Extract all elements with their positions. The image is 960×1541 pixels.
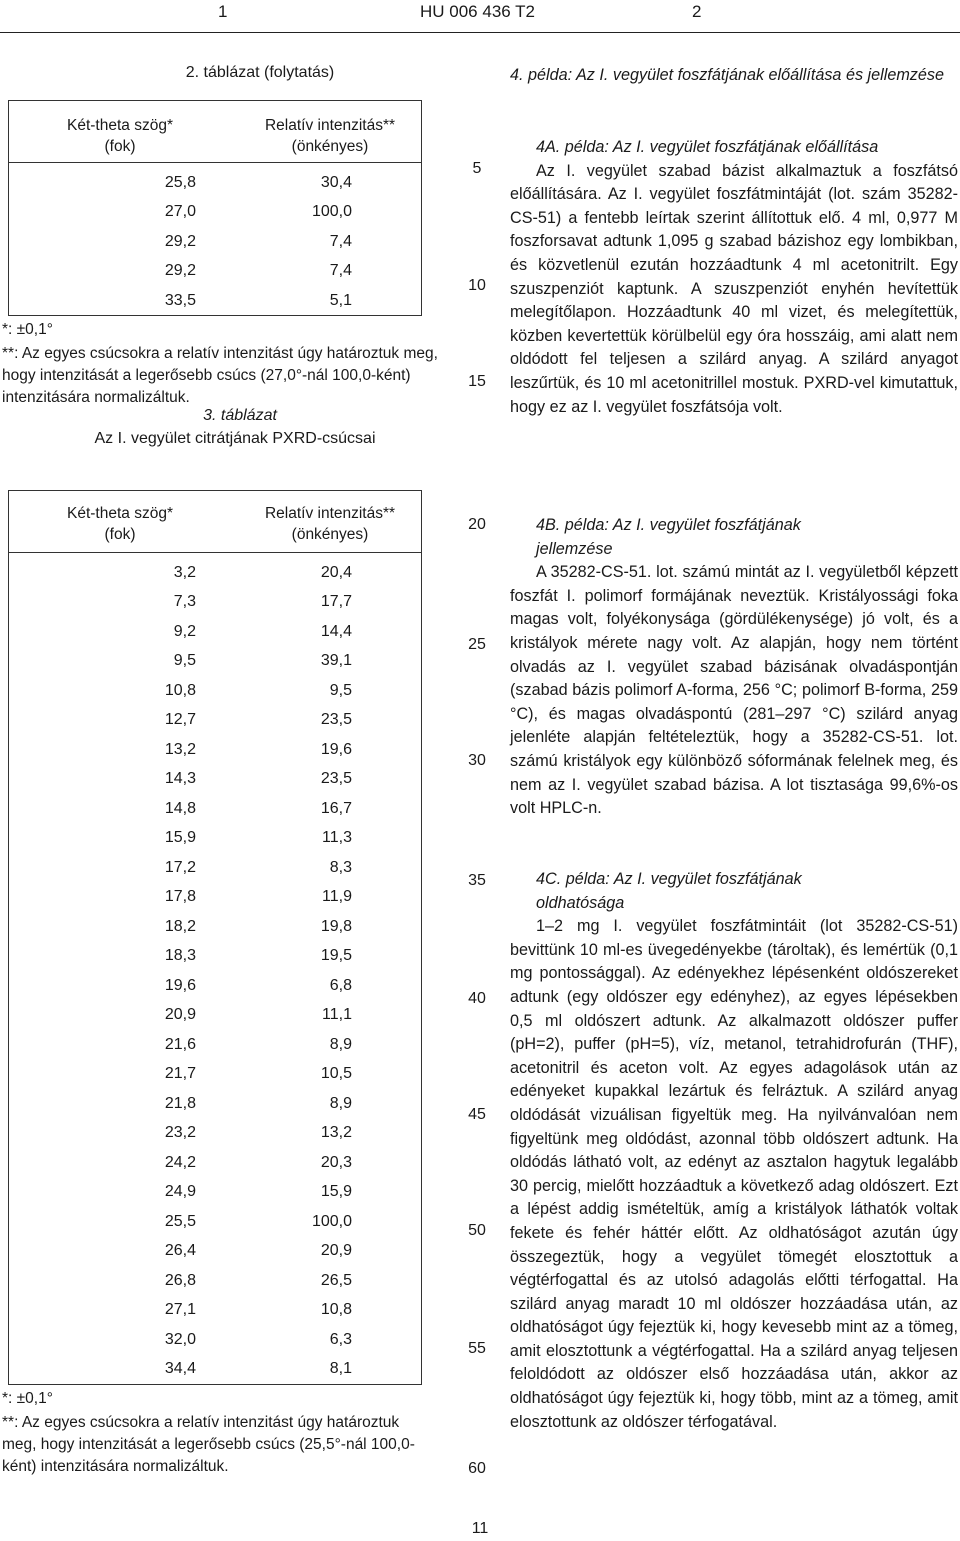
table3-note2: **: Az egyes csúcsokra a relatív intenzitást úgy határoztuk meg, hogy intenzitását a legerősebb csúcs (25,5°-nál 100,0-ként) intenzitására normalizáltuk. <box>2 1414 415 1475</box>
intensity-cell: 5,1 <box>329 291 352 309</box>
table-row <box>0 1001 352 1031</box>
line-number: 50 <box>468 1222 486 1239</box>
line-number: 5 <box>472 160 482 177</box>
line-number: 20 <box>468 516 486 533</box>
intensity-cell: 16,7 <box>320 799 352 817</box>
table-row <box>0 1178 352 1208</box>
two-theta-cell: 34,4 <box>164 1360 196 1378</box>
two-theta-cell: 33,5 <box>164 291 196 309</box>
example-4a-title: 4A. példa: Az I. vegyület foszfátjának előállítása <box>536 138 879 156</box>
table-row <box>0 706 352 736</box>
intensity-cell: 14,4 <box>320 622 352 640</box>
table-row <box>0 1030 352 1060</box>
table-row <box>0 883 352 913</box>
table-row <box>0 1296 352 1326</box>
example-4a-text: Az I. vegyület szabad bázist alkalmaztuk a foszfátsó előállítására. Az I. vegyület foszfátmintáját (lot. szám 35282-CS-51) a fentebb leírtak szerint állítottuk elő. 4 ml, 0,977 M foszforsavat adtunk 1,095 g szabad bázishoz egy lombikban, és közvetlenül ezután hozzáadtunk 4 ml acetonitrilt. Egy szuszpenziót kaptunk. A szuszpenziót enyhén hevítettük melegítőlapon. Hozzáadtunk 40 ml vizet, és melegítettük, közben kevertettük körülbelül egy óra hosszáig, ami alatt nem oldódott fel teljesen a szilárd anyag. A szilárd anyagot leszűrtük, és 10 ml acetonitrillel mostuk. PXRD-vel kimutattuk, hogy ez az I. vegyület foszfátsója volt. <box>510 161 958 416</box>
two-theta-cell: 19,6 <box>164 976 196 994</box>
two-theta-cell: 13,2 <box>164 740 196 758</box>
two-theta-cell: 17,8 <box>164 888 196 906</box>
intensity-cell: 100,0 <box>311 1212 352 1230</box>
intensity-cell: 8,9 <box>329 1094 352 1112</box>
table-row <box>0 1089 352 1119</box>
intensity-cell: 6,8 <box>329 976 352 994</box>
table-row <box>0 676 352 706</box>
line-number: 30 <box>468 752 486 769</box>
table-row <box>0 971 352 1001</box>
intensity-cell: 6,3 <box>329 1330 352 1348</box>
intensity-cell: 100,0 <box>311 203 352 221</box>
table3-caption-title: Az I. vegyület citrátjának PXRD-csúcsai <box>94 430 376 447</box>
two-theta-cell: 21,6 <box>164 1035 196 1053</box>
example-4c-title: 4C. példa: Az I. vegyület foszfátjának oldhatósága <box>536 870 802 912</box>
two-theta-cell: 29,2 <box>164 232 196 250</box>
intensity-cell: 19,5 <box>320 947 352 965</box>
line-number: 55 <box>468 1340 486 1357</box>
example-4b-text: A 35282-CS-51. lot. számú mintát az I. vegyületből képzett foszfát I. polimorf formájának neveztük. Kristályossági foka magas volt, folyékonysága (gördülékenysége) jó volt, és a kristályok mérete nagy volt. Az alapján, hogy nem történt olvadás az I. vegyület szabad bázisának olvadáspontján (szabad bázis polimorf A-forma, 256 °C; polimorf B-forma, 259 °C), és magas olvadáspontú (281–297 °C) szilárd anyag jelenléte alapján feltételeztük, hogy a 35282-CS-51. lot. számú kristályok egy különböző sóformának felelnek meg, és nem az I. vegyület szabad bázisa. A lot tisztasága 99,6%-os volt HPLC-n. <box>510 563 958 818</box>
intensity-cell: 7,4 <box>329 232 352 250</box>
table-row <box>0 617 352 647</box>
table2-note2: **: Az egyes csúcsokra a relatív intenzitást úgy határoztuk meg, hogy intenzitását a legerősebb csúcs (27,0°-nál 100,0-ként) intenzitására normalizáltuk. <box>2 345 438 406</box>
two-theta-cell: 21,8 <box>164 1094 196 1112</box>
two-theta-cell: 21,7 <box>164 1065 196 1083</box>
two-theta-cell: 24,9 <box>164 1183 196 1201</box>
two-theta-cell: 24,2 <box>164 1153 196 1171</box>
table-row <box>0 794 352 824</box>
line-number: 35 <box>468 872 486 889</box>
table-row <box>0 1207 352 1237</box>
two-theta-cell: 15,9 <box>164 829 196 847</box>
example-4-title: 4. példa: Az I. vegyület foszfátjának előállítása és jellemzése <box>510 66 945 84</box>
intensity-cell: 20,9 <box>320 1242 352 1260</box>
two-theta-cell: 26,4 <box>164 1242 196 1260</box>
intensity-cell: 39,1 <box>320 652 352 670</box>
intensity-cell: 11,1 <box>322 1006 352 1024</box>
intensity-cell: 17,7 <box>320 593 352 611</box>
two-theta-cell: 7,3 <box>173 593 196 611</box>
two-theta-cell: 17,2 <box>164 858 196 876</box>
two-theta-cell: 12,7 <box>164 711 196 729</box>
example-4c-text: 1–2 mg I. vegyület foszfátmintáit (lot 35282-CS-51) bevittünk 10 ml-es üvegedényekbe (tároltak), és lemértük (0,1 mg pontossággal). Az edényekhez lépésenként oldószereket adtunk (egy oldószer egy edényhez), az egyes lépésekben 0,5 ml oldószert adtunk. Az alkalmazott oldószer puffer (pH=2), puffer (pH=5), víz, metanol, tetrahidrofurán (THF), acetonitril és aceton volt. Az egyes adagolások után az edényeket kupakkal lezártuk és felráztuk. A szilárd anyag oldódását vizuálisan figyeltük meg. Ha nyilvánvalóan nem figyeltünk meg oldódást, azonnal több oldószert adtunk. Ha oldódás látható volt, az edényt az asztalon hagytuk legalább 30 percig, mielőtt hozzáadtuk a következő adag oldószert. Ezt a lépést addig ismételtük, amíg a kristályok láthatók voltak fekete és fehér háttér előtt. Az oldhatóságot azután úgy összegeztük, hogy a vegyület tömegét elosztottuk a végtérfogattal és az utolsó adagolás előtti térfogattal. Ha szilárd anyag maradt 10 ml oldószer hozzáadása után, az oldhatóságot úgy fejeztük ki, hogy kevesebb mint az a tömeg, amit elosztottunk a végtérfogattal. Ha a szilárd anyag teljesen feloldódott az oldószer első hozzáadása után, akkor az oldhatóságot úgy fejeztük ki, hogy több, mint az a tömeg, amit elosztottunk az oldószer térfogatával. <box>510 917 958 1431</box>
table3-caption-number: 3. táblázat <box>203 407 277 424</box>
two-theta-cell: 25,8 <box>164 173 196 191</box>
intensity-cell: 23,5 <box>320 711 352 729</box>
intensity-cell: 7,4 <box>329 262 352 280</box>
intensity-cell: 9,5 <box>329 681 352 699</box>
example-4c <box>510 868 958 1434</box>
table3-col2-head: Relatív intenzitás** (önkényes) <box>264 505 396 543</box>
two-theta-cell: 3,2 <box>173 563 196 581</box>
table3-head-rule <box>8 552 422 553</box>
example-4a <box>510 136 958 419</box>
example-4b-title: 4B. példa: Az I. vegyület foszfátjának jellemzése <box>536 516 801 558</box>
table-row <box>0 735 352 765</box>
example-4b <box>510 514 958 821</box>
intensity-cell: 11,9 <box>322 888 352 906</box>
footer-page-number: 11 <box>471 1520 489 1537</box>
table-row <box>0 942 352 972</box>
two-theta-cell: 10,8 <box>164 681 196 699</box>
table2-head-rule <box>8 162 422 163</box>
table-row <box>0 765 352 795</box>
two-theta-cell: 26,8 <box>164 1271 196 1289</box>
two-theta-cell: 14,3 <box>164 770 196 788</box>
two-theta-cell: 27,0 <box>164 203 196 221</box>
table-row <box>0 257 352 287</box>
line-number: 60 <box>468 1460 486 1477</box>
two-theta-cell: 18,2 <box>164 917 196 935</box>
intensity-cell: 10,8 <box>320 1301 352 1319</box>
two-theta-cell: 9,5 <box>173 652 196 670</box>
table-row <box>0 853 352 883</box>
table-row <box>0 1325 352 1355</box>
example-4 <box>510 64 958 88</box>
header-rule <box>0 32 960 33</box>
table3-col1-head: Két-theta szög* (fok) <box>67 505 173 543</box>
intensity-cell: 30,4 <box>320 173 352 191</box>
table2-col1-head: Két-theta szög* (fok) <box>67 117 173 155</box>
intensity-cell: 8,1 <box>329 1360 352 1378</box>
intensity-cell: 20,4 <box>320 563 352 581</box>
table-row <box>0 1237 352 1267</box>
header-page-right: 2 <box>692 2 702 21</box>
header-page-left: 1 <box>218 2 228 21</box>
intensity-cell: 15,9 <box>320 1183 352 1201</box>
two-theta-cell: 18,3 <box>164 947 196 965</box>
intensity-cell: 13,2 <box>320 1124 352 1142</box>
table-row <box>0 168 352 198</box>
header-doc-id: HU 006 436 T2 <box>420 2 535 21</box>
line-number: 15 <box>468 373 486 390</box>
line-number: 25 <box>468 636 486 653</box>
intensity-cell: 26,5 <box>320 1271 352 1289</box>
intensity-cell: 19,8 <box>320 917 352 935</box>
two-theta-cell: 20,9 <box>164 1006 196 1024</box>
intensity-cell: 8,9 <box>329 1035 352 1053</box>
table-row <box>0 824 352 854</box>
intensity-cell: 11,3 <box>322 829 352 847</box>
two-theta-cell: 32,0 <box>164 1330 196 1348</box>
intensity-cell: 23,5 <box>320 770 352 788</box>
table3-body <box>0 558 352 1384</box>
table2-body <box>0 168 352 316</box>
table-row <box>0 286 352 316</box>
intensity-cell: 19,6 <box>320 740 352 758</box>
two-theta-cell: 29,2 <box>164 262 196 280</box>
table-row <box>0 227 352 257</box>
line-number: 45 <box>468 1106 486 1123</box>
line-number: 40 <box>468 990 486 1007</box>
table2-note1: *: ±0,1° <box>2 321 53 338</box>
table-row <box>0 1148 352 1178</box>
table2-caption: 2. táblázat (folytatás) <box>185 64 335 81</box>
table-row <box>0 1266 352 1296</box>
intensity-cell: 8,3 <box>329 858 352 876</box>
table-row <box>0 647 352 677</box>
table-row <box>0 1355 352 1385</box>
two-theta-cell: 25,5 <box>164 1212 196 1230</box>
table-row <box>0 912 352 942</box>
intensity-cell: 20,3 <box>320 1153 352 1171</box>
table3-note1: *: ±0,1° <box>2 1390 53 1407</box>
table2-col2-head: Relatív intenzitás** (önkényes) <box>264 117 396 155</box>
table-row <box>0 558 352 588</box>
table-row <box>0 198 352 228</box>
table-row <box>0 1060 352 1090</box>
two-theta-cell: 9,2 <box>173 622 196 640</box>
two-theta-cell: 14,8 <box>164 799 196 817</box>
intensity-cell: 10,5 <box>320 1065 352 1083</box>
table-row <box>0 588 352 618</box>
two-theta-cell: 23,2 <box>164 1124 196 1142</box>
line-number: 10 <box>468 277 486 294</box>
table-row <box>0 1119 352 1149</box>
two-theta-cell: 27,1 <box>164 1301 196 1319</box>
